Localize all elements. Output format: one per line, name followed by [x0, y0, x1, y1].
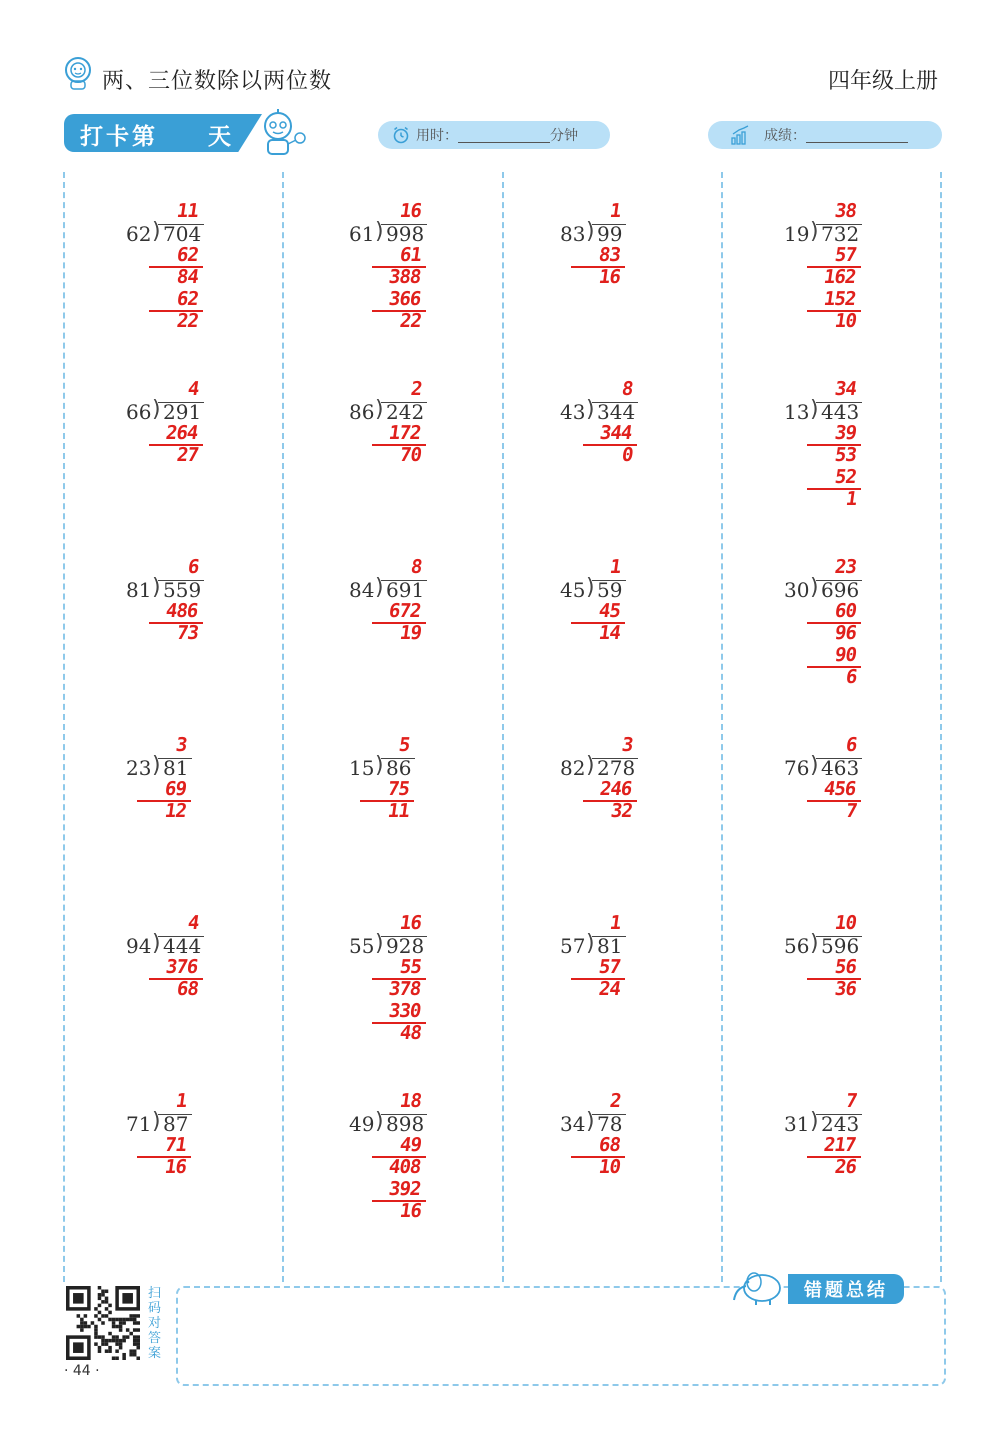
- dividend: 704: [163, 222, 202, 246]
- division-problem: [784, 1082, 954, 1252]
- division-problem: [349, 370, 519, 540]
- division-bracket: ): [810, 575, 819, 600]
- quotient: 16: [398, 200, 423, 222]
- quotient: 6: [186, 556, 200, 578]
- subtraction-step: 75: [386, 778, 411, 800]
- division-problem: [560, 548, 730, 718]
- quotient: 6: [844, 734, 858, 756]
- worksheet-title: 两、三位数除以两位数: [102, 69, 333, 94]
- remainder-step: 22: [175, 310, 200, 332]
- subtraction-step: 376: [164, 956, 199, 978]
- elephant-mascot-icon: [730, 1266, 786, 1306]
- remainder-step: 26: [833, 1156, 858, 1178]
- time-label: 用时：: [416, 128, 458, 144]
- time-unit: 分钟: [550, 128, 578, 144]
- divisor: 86: [349, 400, 375, 424]
- division-problem: [349, 1082, 519, 1252]
- remainder-step: 11: [386, 800, 411, 822]
- division-problem: [560, 904, 730, 1074]
- divisor: 71: [126, 1112, 152, 1136]
- division-bracket: ): [152, 931, 161, 956]
- alarm-clock-icon: [392, 126, 410, 144]
- remainder-step: 16: [398, 1200, 423, 1222]
- dividend: 278: [597, 756, 636, 780]
- subtraction-step: 68: [597, 1134, 622, 1156]
- subtraction-step: 49: [398, 1134, 423, 1156]
- dividend: 463: [821, 756, 860, 780]
- division-problem: [126, 904, 296, 1074]
- quotient: 1: [608, 200, 622, 222]
- remainder-step: 36: [833, 978, 858, 1000]
- dividend: 559: [163, 578, 202, 602]
- division-bracket: ): [152, 575, 161, 600]
- subtraction-step: 69: [163, 778, 188, 800]
- subtraction-step: 486: [164, 600, 199, 622]
- divisor: 62: [126, 222, 152, 246]
- subtraction-step: 672: [387, 600, 422, 622]
- dividend: 87: [163, 1112, 189, 1136]
- divisor: 23: [126, 756, 152, 780]
- dividend: 732: [821, 222, 860, 246]
- remainder-step: 19: [398, 622, 423, 644]
- subtraction-step: 264: [164, 422, 199, 444]
- division-problem: [560, 192, 730, 362]
- remainder-step: 24: [597, 978, 622, 1000]
- subtraction-step: 330: [387, 1000, 422, 1022]
- qr-caption: 扫码对答案: [148, 1286, 162, 1361]
- quotient: 2: [409, 378, 423, 400]
- subtraction-step: 57: [597, 956, 622, 978]
- remainder-step: 16: [597, 266, 622, 288]
- divisor: 66: [126, 400, 152, 424]
- checkin-suffix: 天: [208, 124, 231, 150]
- quotient: 2: [608, 1090, 622, 1112]
- division-bracket: ): [586, 753, 595, 778]
- divisor: 19: [784, 222, 810, 246]
- remainder-step: 22: [398, 310, 423, 332]
- dividend: 691: [386, 578, 425, 602]
- remainder-step: 48: [398, 1022, 423, 1044]
- divisor: 94: [126, 934, 152, 958]
- division-bracket: ): [586, 931, 595, 956]
- remainder-step: 7: [844, 800, 858, 822]
- division-bracket: ): [586, 219, 595, 244]
- remainder-step: 10: [833, 310, 858, 332]
- subtraction-step: 217: [822, 1134, 857, 1156]
- remainder-step: 408: [387, 1156, 422, 1178]
- remainder-step: 378: [387, 978, 422, 1000]
- remainder-step: 27: [175, 444, 200, 466]
- division-problem: [784, 548, 954, 718]
- quotient: 5: [397, 734, 411, 756]
- dividend: 99: [597, 222, 623, 246]
- remainder-step: 1: [844, 488, 858, 510]
- quotient: 8: [620, 378, 634, 400]
- division-problem: [784, 192, 954, 362]
- lion-mascot-icon: [62, 56, 94, 90]
- division-bracket: ): [152, 1109, 161, 1134]
- division-problem: [349, 726, 519, 896]
- quotient: 4: [186, 378, 200, 400]
- dividend: 344: [597, 400, 636, 424]
- subtraction-step: 52: [833, 466, 858, 488]
- time-blank[interactable]: [458, 128, 550, 143]
- remainder-step: 84: [175, 266, 200, 288]
- quotient: 8: [409, 556, 423, 578]
- subtraction-step: 45: [597, 600, 622, 622]
- divisor: 61: [349, 222, 375, 246]
- division-problem: [126, 192, 296, 362]
- dividend: 444: [163, 934, 202, 958]
- division-bracket: ): [810, 1109, 819, 1134]
- divisor: 82: [560, 756, 586, 780]
- division-problem: [784, 370, 954, 540]
- subtraction-step: 57: [833, 244, 858, 266]
- division-bracket: ): [375, 931, 384, 956]
- remainder-step: 16: [163, 1156, 188, 1178]
- subtraction-step: 55: [398, 956, 423, 978]
- dividend: 998: [386, 222, 425, 246]
- quotient: 1: [174, 1090, 188, 1112]
- division-bracket: ): [375, 575, 384, 600]
- dividend: 696: [821, 578, 860, 602]
- column-divider: [63, 172, 65, 1282]
- subtraction-step: 90: [833, 644, 858, 666]
- division-problem: [560, 1082, 730, 1252]
- subtraction-step: 392: [387, 1178, 422, 1200]
- score-blank[interactable]: [806, 128, 908, 143]
- division-bracket: ): [375, 397, 384, 422]
- subtraction-step: 366: [387, 288, 422, 310]
- division-bracket: ): [810, 397, 819, 422]
- division-problem: [560, 370, 730, 540]
- remainder-step: 14: [597, 622, 622, 644]
- dividend: 242: [386, 400, 425, 424]
- divisor: 49: [349, 1112, 375, 1136]
- quotient: 18: [398, 1090, 423, 1112]
- division-problem: [126, 548, 296, 718]
- remainder-step: 388: [387, 266, 422, 288]
- quotient: 10: [833, 912, 858, 934]
- division-problem: [126, 726, 296, 896]
- quotient: 3: [174, 734, 188, 756]
- remainder-step: 53: [833, 444, 858, 466]
- division-bracket: ): [375, 753, 384, 778]
- remainder-step: 70: [398, 444, 423, 466]
- division-bracket: ): [810, 219, 819, 244]
- dividend: 596: [821, 934, 860, 958]
- division-bracket: ): [586, 1109, 595, 1134]
- grade-label: 四年级上册: [827, 69, 938, 94]
- division-bracket: ): [152, 397, 161, 422]
- division-bracket: ): [152, 219, 161, 244]
- divisor: 55: [349, 934, 375, 958]
- division-bracket: ): [152, 753, 161, 778]
- divisor: 84: [349, 578, 375, 602]
- quotient: 34: [833, 378, 858, 400]
- quotient: 38: [833, 200, 858, 222]
- robot-mascot-icon: [252, 108, 310, 158]
- division-bracket: ): [586, 575, 595, 600]
- dividend: 81: [597, 934, 623, 958]
- division-problem: [126, 370, 296, 540]
- remainder-step: 0: [620, 444, 634, 466]
- divisor: 13: [784, 400, 810, 424]
- divisor: 31: [784, 1112, 810, 1136]
- subtraction-step: 83: [597, 244, 622, 266]
- dividend: 81: [163, 756, 189, 780]
- dividend: 86: [386, 756, 412, 780]
- dividend: 928: [386, 934, 425, 958]
- division-problem: [349, 192, 519, 362]
- remainder-step: 96: [833, 622, 858, 644]
- quotient: 3: [620, 734, 634, 756]
- divisor: 83: [560, 222, 586, 246]
- remainder-step: 32: [609, 800, 634, 822]
- quotient: 1: [608, 556, 622, 578]
- divisor: 57: [560, 934, 586, 958]
- subtraction-step: 60: [833, 600, 858, 622]
- divisor: 45: [560, 578, 586, 602]
- subtraction-step: 71: [163, 1134, 188, 1156]
- division-problem: [784, 904, 954, 1074]
- division-bracket: ): [375, 1109, 384, 1134]
- divisor: 56: [784, 934, 810, 958]
- division-problem: [560, 726, 730, 896]
- division-problem: [126, 1082, 296, 1252]
- subtraction-step: 56: [833, 956, 858, 978]
- division-bracket: ): [586, 397, 595, 422]
- quotient: 23: [833, 556, 858, 578]
- division-bracket: ): [375, 219, 384, 244]
- qr-code-icon[interactable]: [63, 1286, 143, 1360]
- remainder-step: 12: [163, 800, 188, 822]
- remainder-step: 10: [597, 1156, 622, 1178]
- subtraction-step: 39: [833, 422, 858, 444]
- time-field[interactable]: [378, 121, 610, 149]
- divisor: 43: [560, 400, 586, 424]
- mistake-review-tab: 错题总结: [788, 1274, 904, 1304]
- quotient: 4: [186, 912, 200, 934]
- subtraction-step: 62: [175, 244, 200, 266]
- checkin-prefix: 打卡第: [80, 124, 158, 150]
- subtraction-step: 456: [822, 778, 857, 800]
- divisor: 81: [126, 578, 152, 602]
- subtraction-step: 246: [598, 778, 633, 800]
- quotient: 16: [398, 912, 423, 934]
- divisor: 76: [784, 756, 810, 780]
- division-problem: [349, 904, 519, 1074]
- dividend: 443: [821, 400, 860, 424]
- subtraction-step: 62: [175, 288, 200, 310]
- divisor: 15: [349, 756, 375, 780]
- subtraction-step: 172: [387, 422, 422, 444]
- quotient: 1: [608, 912, 622, 934]
- dividend: 243: [821, 1112, 860, 1136]
- dividend: 59: [597, 578, 623, 602]
- dividend: 898: [386, 1112, 425, 1136]
- remainder-step: 162: [822, 266, 857, 288]
- division-bracket: ): [810, 753, 819, 778]
- score-label: 成绩：: [764, 128, 806, 144]
- remainder-step: 68: [175, 978, 200, 1000]
- score-field[interactable]: [708, 121, 942, 149]
- division-bracket: ): [810, 931, 819, 956]
- page-number: · 44 ·: [64, 1363, 100, 1379]
- division-problem: [784, 726, 954, 896]
- subtraction-step: 344: [598, 422, 633, 444]
- divisor: 34: [560, 1112, 586, 1136]
- divisor: 30: [784, 578, 810, 602]
- subtraction-step: 61: [398, 244, 423, 266]
- remainder-step: 73: [175, 622, 200, 644]
- remainder-step: 6: [844, 666, 858, 688]
- division-problem: [349, 548, 519, 718]
- quotient: 11: [175, 200, 200, 222]
- dividend: 78: [597, 1112, 623, 1136]
- subtraction-step: 152: [822, 288, 857, 310]
- quotient: 7: [844, 1090, 858, 1112]
- bar-chart-icon: [730, 125, 750, 145]
- dividend: 291: [163, 400, 202, 424]
